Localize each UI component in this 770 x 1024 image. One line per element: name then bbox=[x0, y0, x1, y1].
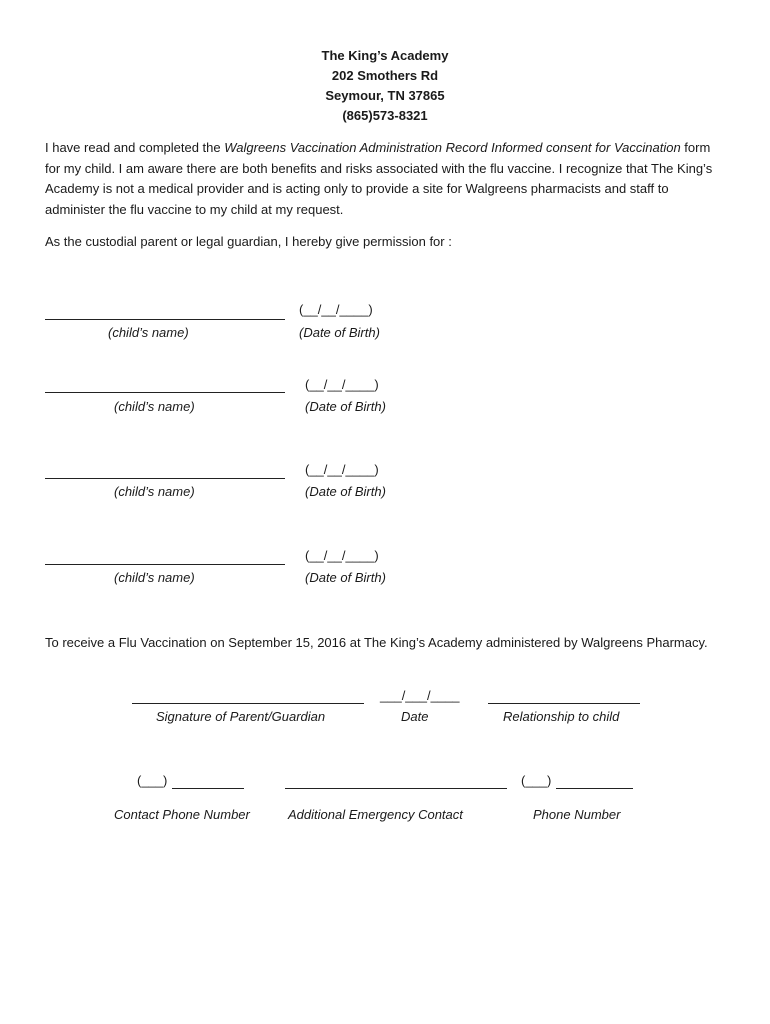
date-label: Date bbox=[401, 709, 429, 724]
dob-field-3[interactable]: (__/__/____) bbox=[305, 462, 379, 477]
child-name-field-1[interactable] bbox=[45, 319, 285, 320]
school-phone: (865)573-8321 bbox=[342, 108, 428, 123]
street-address: 202 Smothers Rd bbox=[331, 68, 439, 83]
consent-paragraph bbox=[45, 138, 725, 220]
contact-area-code-field[interactable]: (___) bbox=[137, 773, 168, 788]
emergency-contact-label: Additional Emergency Contact bbox=[288, 807, 463, 822]
school-name: The King’s Academy bbox=[321, 48, 449, 63]
signature-label: Signature of Parent/Guardian bbox=[156, 709, 326, 724]
child-name-label-1: (child’s name) bbox=[108, 325, 189, 340]
child-name-label-4: (child’s name) bbox=[114, 570, 195, 585]
city-state-zip: Seymour, TN 37865 bbox=[325, 88, 445, 103]
child-name-label-2: (child’s name) bbox=[114, 399, 195, 414]
relationship-label: Relationship to child bbox=[503, 709, 620, 724]
dob-label-1: (Date of Birth) bbox=[299, 325, 380, 340]
emergency-phone-field[interactable] bbox=[556, 788, 633, 789]
signature-field[interactable] bbox=[132, 703, 364, 704]
signature-date-field[interactable]: ___/___/____ bbox=[380, 688, 460, 703]
consent-intro: I have read and completed the bbox=[45, 140, 225, 155]
dob-label-2: (Date of Birth) bbox=[305, 399, 386, 414]
dob-field-2[interactable]: (__/__/____) bbox=[305, 377, 379, 392]
child-name-label-3: (child’s name) bbox=[114, 484, 195, 499]
dob-field-1[interactable]: (__/__/____) bbox=[299, 302, 373, 317]
consent-form-name: Walgreens Vaccination Administration Record Informed consent for Vaccination bbox=[224, 140, 681, 155]
permission-statement: As the custodial parent or legal guardian, I hereby give permission for : bbox=[45, 234, 452, 249]
letterhead bbox=[0, 46, 770, 126]
consent-body: form for my child. I am aware there are both benefits and risks associated with the flu vaccine. I recognize that The King’s Academy is not a medical provider and is acting only to provide a site for Walgreens pharmacists and staff to administer the flu vaccine to my child at my request. bbox=[45, 140, 713, 217]
relationship-field[interactable] bbox=[488, 703, 640, 704]
child-name-field-2[interactable] bbox=[45, 392, 285, 393]
emergency-area-code-field[interactable]: (___) bbox=[521, 773, 552, 788]
vaccination-purpose: To receive a Flu Vaccination on September 15, 2016 at The King’s Academy administered by Walgreens Pharmacy. bbox=[45, 635, 708, 650]
dob-field-4[interactable]: (__/__/____) bbox=[305, 548, 379, 563]
contact-phone-field[interactable] bbox=[172, 788, 244, 789]
phone-number-label: Phone Number bbox=[533, 807, 621, 822]
child-name-field-3[interactable] bbox=[45, 478, 285, 479]
emergency-contact-field[interactable] bbox=[285, 788, 507, 789]
child-name-field-4[interactable] bbox=[45, 564, 285, 565]
dob-label-3: (Date of Birth) bbox=[305, 484, 386, 499]
contact-phone-label: Contact Phone Number bbox=[114, 807, 250, 822]
dob-label-4: (Date of Birth) bbox=[305, 570, 386, 585]
